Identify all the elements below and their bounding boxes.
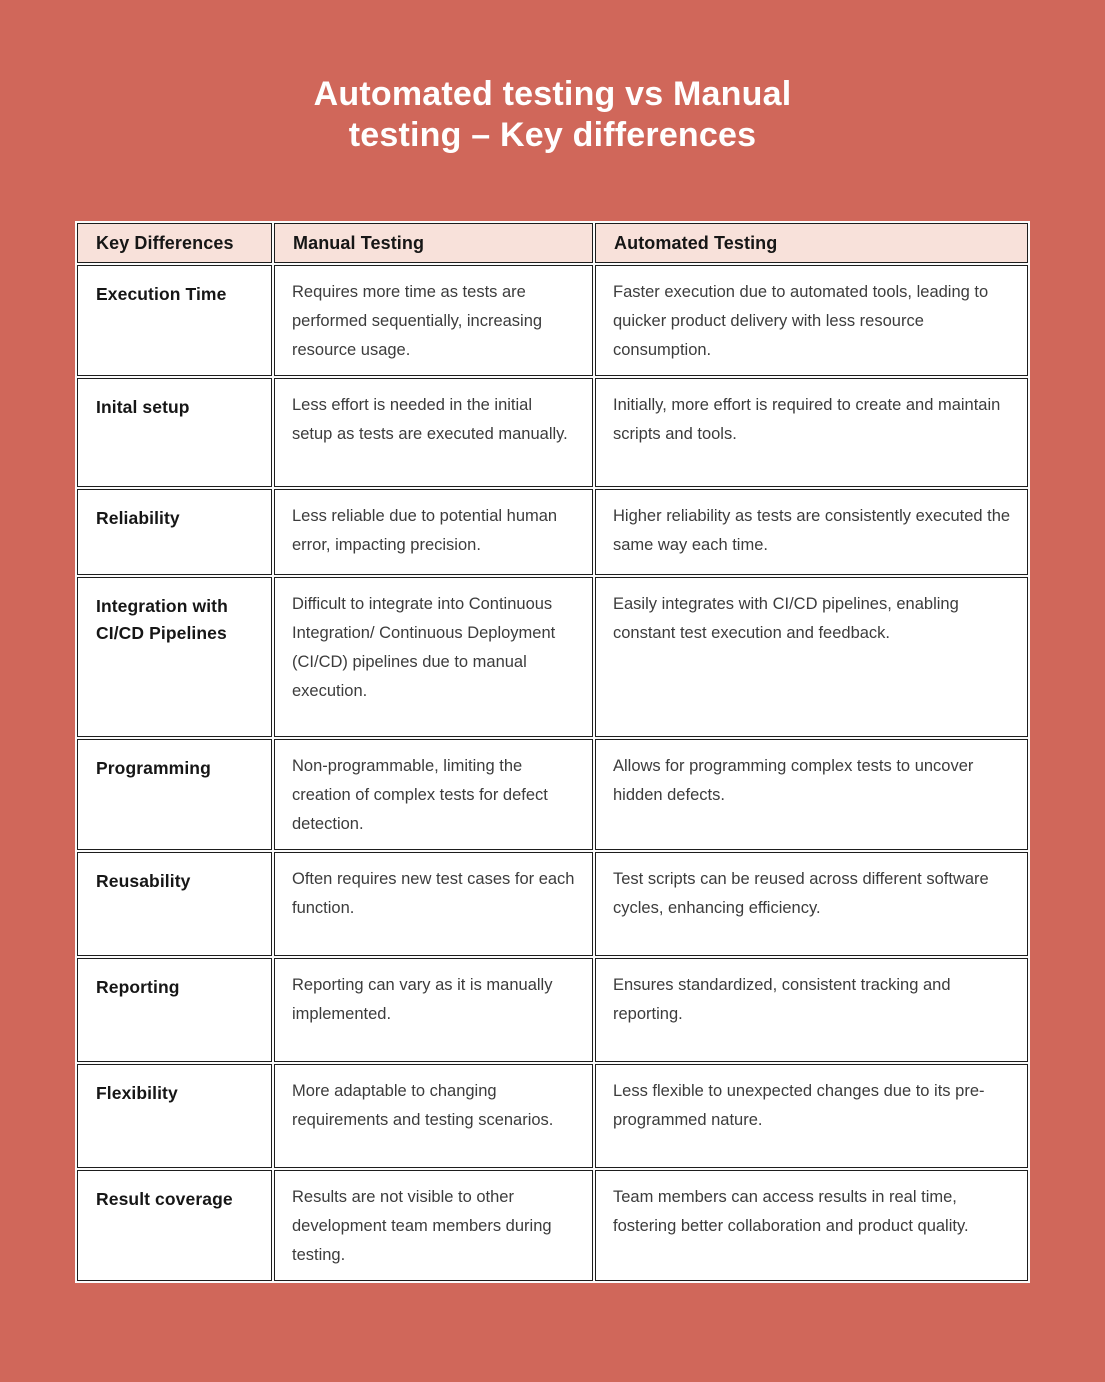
row-key: Integration with CI/CD Pipelines bbox=[77, 577, 272, 737]
row-key: Reliability bbox=[77, 489, 272, 575]
row-manual: Less reliable due to potential human error, impacting precision. bbox=[274, 489, 593, 575]
row-automated: Team members can access results in real time, fostering better collaboration and product quality. bbox=[595, 1170, 1028, 1281]
row-manual: Less effort is needed in the initial setup as tests are executed manually. bbox=[274, 378, 593, 487]
row-manual: Often requires new test cases for each function. bbox=[274, 852, 593, 956]
row-key: Flexibility bbox=[77, 1064, 272, 1168]
table-row-inital-setup bbox=[77, 378, 1028, 487]
header-row bbox=[77, 223, 1028, 263]
header-manual-testing: Manual Testing bbox=[274, 223, 593, 263]
row-manual: Requires more time as tests are performed sequentially, increasing resource usage. bbox=[274, 265, 593, 376]
row-automated: Faster execution due to automated tools, leading to quicker product delivery with less resource consumption. bbox=[595, 265, 1028, 376]
table-row-reporting bbox=[77, 958, 1028, 1062]
row-key: Result coverage bbox=[77, 1170, 272, 1281]
table-row-cicd-integration bbox=[77, 577, 1028, 737]
row-manual: Results are not visible to other development team members during testing. bbox=[274, 1170, 593, 1281]
row-automated: Less flexible to unexpected changes due to its pre-programmed nature. bbox=[595, 1064, 1028, 1168]
row-automated: Initially, more effort is required to create and maintain scripts and tools. bbox=[595, 378, 1028, 487]
table-row-programming bbox=[77, 739, 1028, 850]
header-key-differences: Key Differences bbox=[77, 223, 272, 263]
row-automated: Higher reliability as tests are consistently executed the same way each time. bbox=[595, 489, 1028, 575]
row-automated: Test scripts can be reused across different software cycles, enhancing efficiency. bbox=[595, 852, 1028, 956]
row-manual: Difficult to integrate into Continuous Integration/ Continuous Deployment (CI/CD) pipelines due to manual execution. bbox=[274, 577, 593, 737]
row-automated: Ensures standardized, consistent tracking and reporting. bbox=[595, 958, 1028, 1062]
header-automated-testing: Automated Testing bbox=[595, 223, 1028, 263]
table-row-execution-time bbox=[77, 265, 1028, 376]
row-automated: Allows for programming complex tests to uncover hidden defects. bbox=[595, 739, 1028, 850]
row-manual: Non-programmable, limiting the creation of complex tests for defect detection. bbox=[274, 739, 593, 850]
table-row-reusability bbox=[77, 852, 1028, 956]
row-automated: Easily integrates with CI/CD pipelines, enabling constant test execution and feedback. bbox=[595, 577, 1028, 737]
table-row-reliability bbox=[77, 489, 1028, 575]
table-row-result-coverage bbox=[77, 1170, 1028, 1281]
row-key: Inital setup bbox=[77, 378, 272, 487]
row-manual: More adaptable to changing requirements and testing scenarios. bbox=[274, 1064, 593, 1168]
comparison-table-wrap bbox=[75, 221, 1030, 1283]
table-row-flexibility bbox=[77, 1064, 1028, 1168]
row-manual: Reporting can vary as it is manually implemented. bbox=[274, 958, 593, 1062]
row-key: Execution Time bbox=[77, 265, 272, 376]
row-key: Programming bbox=[77, 739, 272, 850]
row-key: Reusability bbox=[77, 852, 272, 956]
row-key: Reporting bbox=[77, 958, 272, 1062]
page-title-line2: testing – Key differences bbox=[348, 116, 757, 154]
page-title bbox=[0, 74, 1105, 156]
comparison-table bbox=[75, 221, 1030, 1283]
page-title-line1: Automated testing vs Manual bbox=[313, 75, 792, 113]
